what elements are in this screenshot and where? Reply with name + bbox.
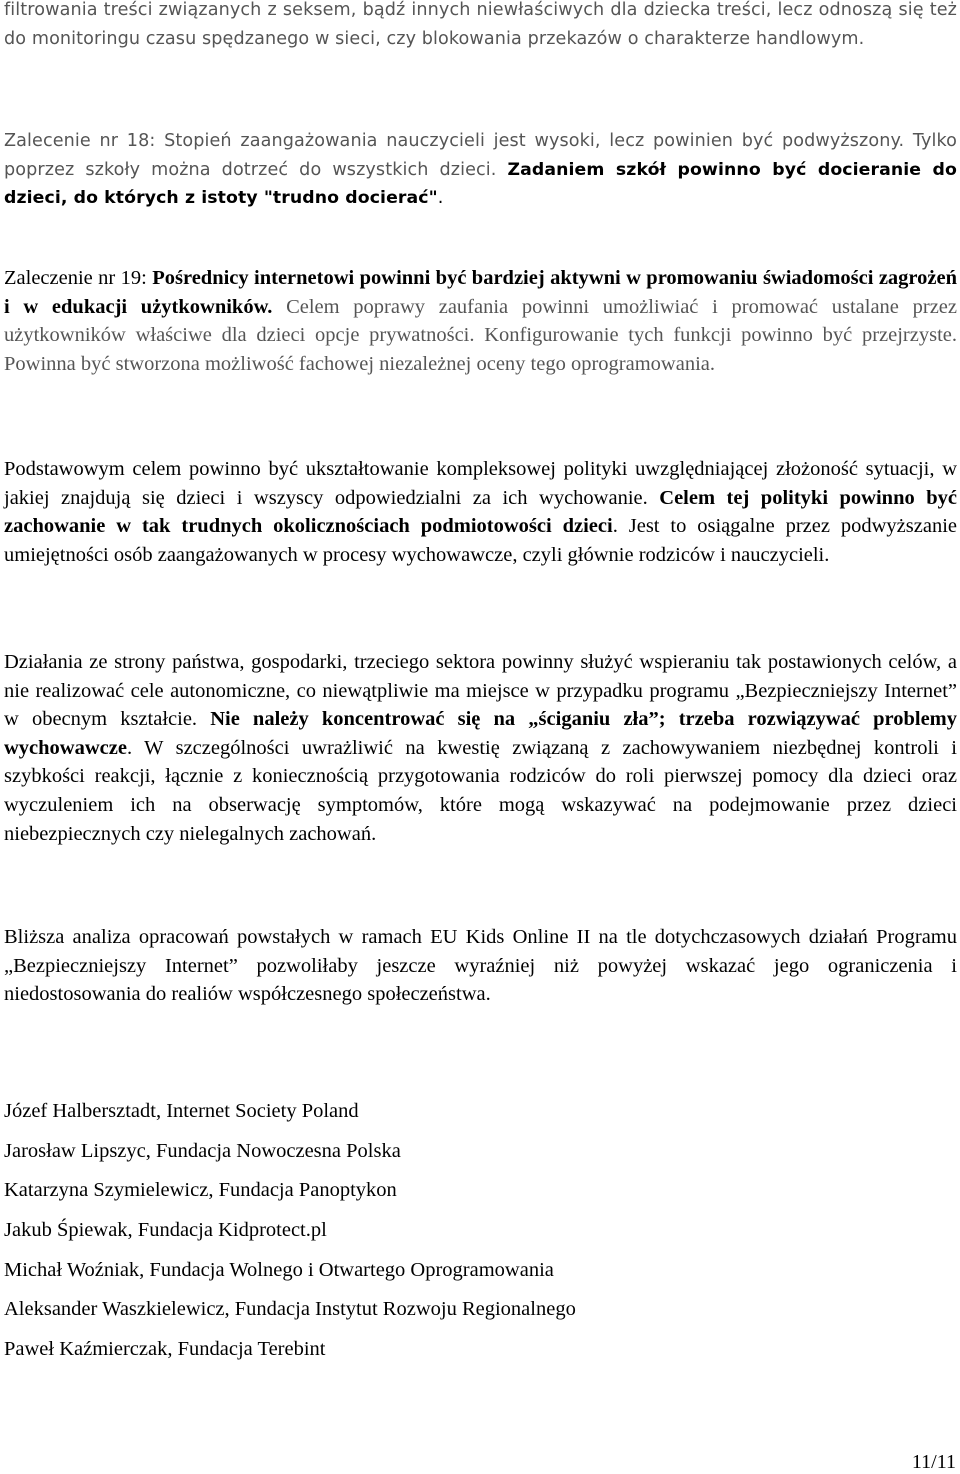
signatory: Józef Halbersztadt, Internet Society Poland [4,1100,359,1122]
paragraph-state-actions [4,648,957,848]
paragraph-text: Celem poprawy zaufania powinni umożliwiać i promować ustalane przez użytkowników właściwe dla dzieci opcje prywatności. Konfigurowanie tych funkcji powinno być przejrzyste. Powinna być stworzona możliwość fachowej niezależnej oceny tego oprogramowania. [4,295,957,375]
signatory: Jarosław Lipszyc, Fundacja Nowoczesna Polska [4,1139,401,1162]
paragraph-text: Bliższa analiza opracowań powstałych w ramach EU Kids Online II na tle dotychczasowych działań Programu „Bezpieczniejszy Internet” pozwoliłaby jeszcze wyraźniej niż powyżej wskazać jego ograniczenia i niedostosowania do realiów współczesnego społeczeństwa. [4,926,957,1006]
signatory: Michał Woźniak, Fundacja Wolnego i Otwartego Oprogramowania [4,1258,554,1281]
paragraph-end: . W szczególności uwrażliwić na kwestię związaną z zachowywaniem niezbędnej kontroli i szybkości reakcji, łącznie z koniecznością przygotowania rodziców do roli pierwszej pomocy dla dzieci oraz wyczuleniem ich na obserwację symptomów, które mogą wskazywać na podejmowanie przez dzieci niebezpiecznych czy nielegalnych zachowań. [4,736,957,845]
paragraph-monitoring [4,0,957,53]
paragraph-emphasis: Celem tej polityki powinno być zachowanie w tak trudnych okolicznościach podmiotowości dzieci [4,486,957,538]
signatories-list [4,1094,576,1372]
signatory: Jakub Śpiewak, Fundacja Kidprotect.pl [4,1219,327,1242]
paragraph-end: . Jest to osiągalne przez podwyższanie umiejętności osób zaangażowanych w procesy wychowawcze, czyli głównie rodziców i nauczycieli. [4,515,957,566]
signatory: Katarzyna Szymielewicz, Fundacja Panoptykon [4,1179,397,1202]
page-number: 11/11 [911,1451,956,1473]
paragraph-recommendation-18 [4,127,957,213]
paragraph-text: Podstawowym celem powinno być ukształtowanie kompleksowej polityki uwzględniającej złożoność sytuacji, w jakiej znajdują się dzieci i wszyscy odpowiedzialni za ich wychowanie. [4,458,957,509]
paragraph-emphasis: Pośrednicy internetowi powinni być bardziej aktywni w promowaniu świadomości zagrożeń i w edukacji użytkowników. [4,267,957,318]
paragraph-emphasis: Nie należy koncentrować się na „ściganiu zła”; trzeba rozwiązywać problemy wychowawcze [4,708,957,759]
paragraph-recommendation-19 [4,264,957,378]
signatory: Paweł Kaźmierczak, Fundacja Terebint [4,1338,326,1361]
signatory: Aleksander Waszkielewicz, Fundacja Instytut Rozwoju Regionalnego [4,1298,576,1321]
paragraph-end: . [437,188,444,208]
paragraph-lead: Zaleczenie nr 19: [4,267,153,289]
paragraph-text: filtrowania treści związanych z seksem, bądź innych niewłaściwych dla dziecka treści, lecz odnoszą się też do monitoringu czasu spędzanego w sieci, czy blokowania przekazów o charakterze handlowym. [4,0,957,49]
paragraph-analysis [4,923,957,1009]
paragraph-text: Zalecenie nr 18: Stopień zaangażowania nauczycieli jest wysoki, lecz powinien być podwyższony. Tylko poprzez szkoły można dotrzeć do wszystkich dzieci. [4,131,957,180]
paragraph-policy [4,455,957,569]
paragraph-text: Działania ze strony państwa, gospodarki, trzeciego sektora powinny służyć wspieraniu tak postawionych celów, a nie realizować cele autonomiczne, co niewątpliwie ma miejsce w przypadku programu „Bezpieczniejszy Internet” w obecnym kształcie. [4,651,957,731]
paragraph-emphasis: Zadaniem szkół powinno być docieranie do dzieci, do których z istoty "trudno docierać" [4,159,957,208]
